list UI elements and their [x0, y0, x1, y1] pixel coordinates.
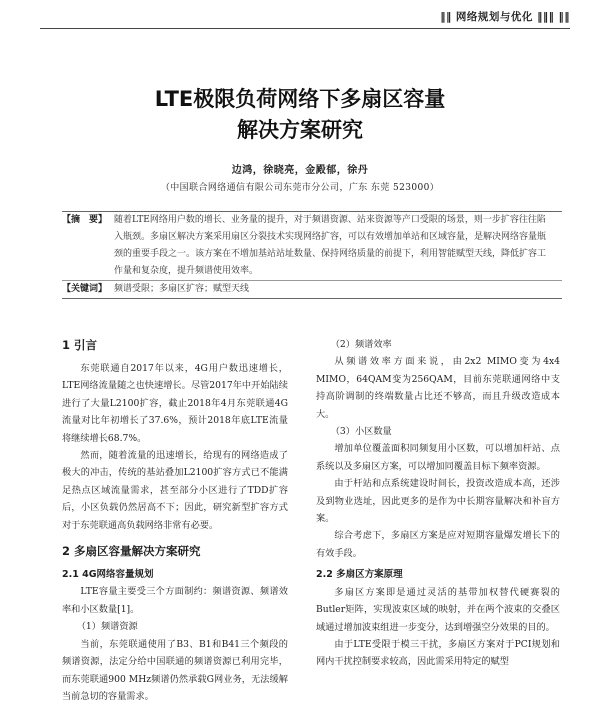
abstract-text: 随着LTE网络用户数的增长、业务量的提升，对于频谱资源、站来资源等产口受限的场景，则一步扩容往往陷入瓶颈。多扇区解决方案采用扇区分裂技术实现网络扩容，可以有效增加单站和区域容量，是解决网络容量瓶颈的重要手段之一。该方案在不增加基站站址数量、保持网络质量的前提下，利用智能赋型天线，降低扩容工作量和复杂度，提升频谱使用效率。 [114, 215, 547, 276]
header-rule [40, 28, 570, 29]
paragraph: 由于LTE受限于模三干扰，多扇区方案对于PCI规划和网内干扰控制要求较高，因此需采用特定的赋型 [316, 638, 560, 668]
paragraph: 由于杆站和点系统建设时间长，投资改造成本高，还涉及到物业选址，因此更多的是作为中长期容量解决和补盲方案。 [316, 478, 560, 525]
spacer [62, 534, 288, 542]
subsection-cell-count: （3）小区数量 [330, 426, 392, 438]
section-2-1-heading: 2.1 4G网络容量规划 [62, 569, 154, 581]
article-title [0, 84, 600, 146]
section-1-heading: 1 引言 [62, 338, 98, 352]
keywords-label: 【关键词】 [62, 284, 108, 294]
abstract-label: 【摘 要】 [62, 215, 108, 225]
subsection-efficiency: （2）频谱效率 [330, 339, 392, 350]
paragraph: 综合考虑下，多扇区方案是应对短期容量爆发增长下的有效手段。 [316, 530, 560, 559]
paragraph: 当前，东莞联通使用了B3、B1和B41三个频段的频谱资源，法定分给中国联通的频谱资源已利用完毕，而东莞联通900 MHz频谱仍然承载G网业务，无法缓解当前急切的容量需求。 [62, 638, 288, 702]
affiliation: （中国联合网络通信有限公司东莞市分公司，广东 东莞 523000） [160, 183, 440, 193]
abstract-box [62, 211, 562, 299]
left-column [62, 336, 288, 705]
title-line-2: 解决方案研究 [237, 118, 363, 142]
keywords-row [62, 281, 562, 298]
section-2-heading: 2 多扇区容量解决方案研究 [62, 544, 201, 559]
paragraph: 东莞联通自2017年以来，4G用户数迅速增长，LTE网络流量随之也快速增长。尽管2017年中开始陆续进行了大量L2100扩容，截止2018年4月东莞联通4G流量对比年初增长了37.6%，预计2018年底LTE流量将继续增长68.7%。 [62, 363, 288, 444]
subsection-spectrum: （1）频谱资源 [76, 621, 138, 633]
right-column [316, 336, 560, 671]
section-2-2-heading: 2.2 多扇区方案原理 [316, 569, 403, 581]
abstract-row [62, 212, 562, 280]
paragraph: LTE容量主要受三个方面制约：频谱资源、频谱效率和小区数量[1]。 [62, 586, 288, 615]
paragraph: 然而，随着流量的迅速增长，给现有的网络造成了极大的冲击，传统的基站叠加L2100扩容方式已不能满足热点区域流量需求，甚至部分小区进行了TDD扩容后，小区负载仍然居高不下；因此，研究新型扩容方式对于东莞联通高负载网络非常有必要。 [62, 450, 288, 531]
paragraph: 增加单位覆盖面积同频复用小区数，可以增加杆站、点系统以及多扇区方案，可以增加同覆盖目标下频率资源。 [316, 443, 560, 472]
paragraph: 多扇区方案即是通过灵活的基带加权替代硬赛裂的Butler矩阵，实现波束区域的映射，并在两个波束的交叠区域通过增加波束组进一步变分，达到增强空分效果的目的。 [316, 586, 560, 633]
title-line-1: LTE极限负荷网络下多扇区容量 [154, 87, 446, 111]
authors: 边鸿，徐晓亮，金殿郁，徐丹 [231, 165, 369, 176]
keywords-text: 频谱受限；多扇区扩容；赋型天线 [114, 284, 250, 294]
paragraph: 从频谱效率方面来说，由2x2 MIMO变为4x4 MIMO，64QAM变为256QAM，目前东莞联通网络中支持高阶调制的终端数量占比还不够高，而且升级改造成本大。 [316, 356, 560, 420]
journal-section-header: ‖‖ 网络规划与优化 ‖‖‖ ‖‖ [440, 11, 570, 23]
